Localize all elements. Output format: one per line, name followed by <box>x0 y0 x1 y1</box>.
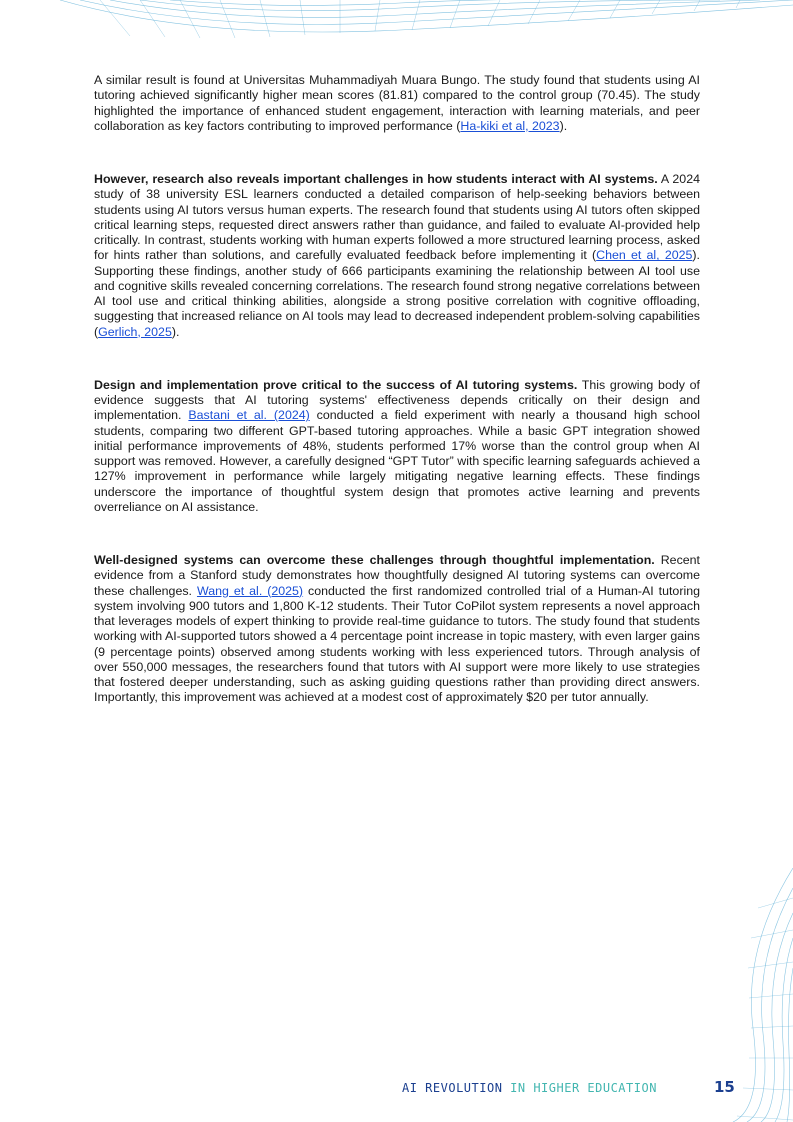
paragraph-lead-sentence: Well-designed systems can overcome these challenges through thoughtful implementation. <box>94 553 655 567</box>
article-body <box>94 73 700 744</box>
paragraph-text: ). <box>559 118 568 133</box>
paragraph-lead-sentence: However, research also reveals important challenges in how students interact with AI systems. <box>94 172 658 186</box>
citation-link[interactable]: Bastani et al. (2024) <box>188 408 310 423</box>
citation-link[interactable]: Wang et al. (2025) <box>196 583 304 598</box>
paragraph-text: conducted the first randomized controlled trial of a Human-AI tutoring system involving 900 tutors and 1,800 K-12 students. Their Tutor CoPilot system represents a novel approach that leverages models of expert thinking to provide real-time guidance to tutors. The study found that students working with AI-supported tutors showed a 4 percentage point increase in topic mastery, with even larger gains (9 percentage points) observed among students working with less experienced tutors. Through analysis of over 550,000 messages, the researchers found that tutors with AI support were more likely to use strategies that fostered deeper understanding, such as asking guiding questions rather than providing direct answers. Importantly, this improvement was achieved at a modest cost of approximately $20 per tutor annually. <box>94 583 700 705</box>
footer-title-part2: IN HIGHER EDUCATION <box>510 1081 657 1095</box>
citation-link[interactable]: Gerlich, 2025 <box>98 324 172 339</box>
paragraph-text: A 2024 study of 38 university ESL learners conducted a detailed comparison of help-seeking behaviors between students using AI tutors versus human experts. The research found that students using AI tutors often skipped critical learning steps, requested direct answers rather than guidance, and failed to evaluate AI-provided help critically. In contrast, students working with human experts followed a more structured learning process, asked for hints rather than solutions, and carefully evaluated feedback before implementing it ( <box>94 172 700 263</box>
paragraph <box>94 73 700 134</box>
citation-link[interactable]: Ha-kiki et al, 2023 <box>460 118 560 133</box>
paragraph <box>94 553 700 706</box>
footer-title-part1: AI REVOLUTION <box>402 1081 503 1095</box>
paragraph-text: Recent evidence from a Stanford study demonstrates how thoughtfully designed AI tutoring systems can overcome these challenges. <box>94 553 700 598</box>
paragraph <box>94 378 700 515</box>
paragraph <box>94 172 700 340</box>
citation-link[interactable]: Chen et al, 2025 <box>596 248 693 263</box>
paragraph-text: ). Supporting these findings, another study of 666 participants examining the relationship between AI tool use and cognitive skills revealed concerning correlations. The research found strong negative correlations between AI tool use and critical thinking abilities, alongside a strong positive correlation with cognitive offloading, suggesting that increased reliance on AI tools may lead to decreased independent problem-solving capabilities ( <box>94 248 700 339</box>
running-footer <box>402 1078 657 1098</box>
top-hexagon-pattern <box>0 0 793 42</box>
page-number: 15 <box>714 1078 735 1096</box>
paragraph-text: A similar result is found at Universitas Muhammadiyah Muara Bungo. The study found that students using AI tutoring achieved significantly higher mean scores (81.81) compared to the control group (70.45). The study highlighted the importance of enhanced student engagement, interaction with learning materials, and peer collaboration as key factors contributing to improved performance ( <box>94 73 700 133</box>
paragraph-text: ). <box>171 324 180 339</box>
paragraph-lead-sentence: Design and implementation prove critical to the success of AI tutoring systems. <box>94 377 578 392</box>
paragraph-text: conducted a field experiment with nearly a thousand high school students, comparing two different GPT-based tutoring approaches. While a basic GPT integration showed initial performance improvements of 48%, students performed 17% worse than the control group when AI support was removed. However, a carefully designed “GPT Tutor” with specific learning safeguards achieved a 127% improvement in performance while largely mitigating negative learning effects. These findings underscore the importance of thoughtful system design that promotes active learning and prevents overreliance on AI assistance. <box>94 408 700 514</box>
paragraph-text: This growing body of evidence suggests that AI tutoring systems' effectiveness depends critically on their design and implementation. <box>94 377 700 423</box>
